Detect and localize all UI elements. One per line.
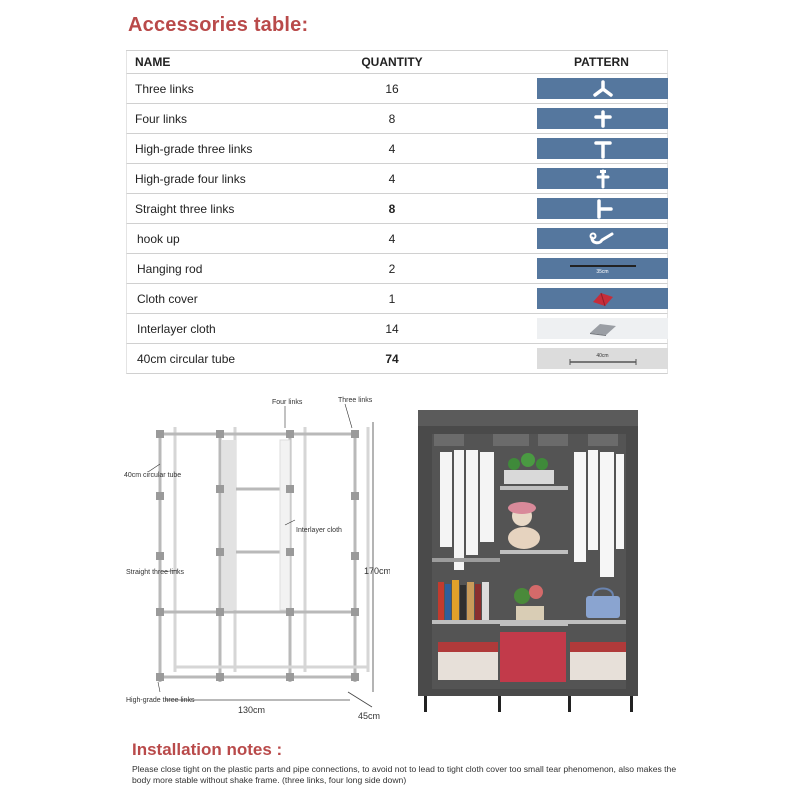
accessories-title: Accessories table: (128, 14, 309, 36)
row-name: hook up (137, 231, 180, 246)
label-straight-three-links: Straight three links (126, 569, 184, 576)
header-name: NAME (135, 55, 171, 69)
table-row: Interlayer cloth 14 (126, 314, 668, 344)
row-name: 40cm circular tube (137, 351, 236, 366)
high-grade-three-links-icon (537, 138, 668, 159)
table-row: High-grade four links 4 (126, 164, 668, 194)
row-name: Straight three links (135, 201, 235, 216)
label-circular-tube: 40cm circular tube (124, 472, 182, 479)
table-row: Hanging rod 2 35cm (126, 254, 668, 284)
row-name: High-grade four links (135, 171, 246, 186)
label-high-grade-three-links: High-grade three links (126, 697, 195, 704)
row-name: Cloth cover (137, 291, 198, 306)
dimension-depth: 45cm (358, 711, 381, 721)
label-four-links: Four links (272, 399, 303, 406)
row-name: High-grade three links (135, 141, 253, 156)
four-links-icon (537, 108, 668, 129)
wardrobe-photo (418, 410, 638, 715)
table-row: hook up 4 (126, 224, 668, 254)
label-interlayer-cloth: Interlayer cloth (296, 527, 342, 534)
installation-notes-text: Please close tight on the plastic parts and pipe connections, to avoid not to lead to tight cloth cover too small tear phenomenon, also makes the body more stable without shake frame. (three links, four long side down) (132, 764, 677, 785)
high-grade-four-links-icon (537, 168, 668, 189)
table-row: Three links 16 (126, 74, 668, 104)
cloth-cover-icon (537, 288, 668, 309)
hanging-rod-label: 35cm (596, 268, 609, 275)
table-row: High-grade three links 4 (126, 134, 668, 164)
table-row: 40cm circular tube 74 40cm (126, 344, 668, 374)
table-header: NAME QUANTITY PATTERN (126, 51, 668, 74)
dimension-height: 170cm (364, 566, 390, 576)
hook-icon (537, 228, 668, 249)
straight-three-links-icon (537, 198, 668, 219)
three-links-icon (537, 78, 668, 99)
row-name: Four links (135, 111, 188, 126)
row-name: Interlayer cloth (137, 321, 216, 336)
header-pattern: PATTERN (574, 55, 629, 69)
circular-tube-icon (537, 348, 668, 369)
frame-diagram (120, 392, 390, 722)
table-row: Straight three links 8 (126, 194, 668, 224)
dimension-width: 130cm (238, 705, 266, 715)
interlayer-cloth-icon (537, 318, 668, 339)
label-three-links: Three links (338, 397, 373, 404)
installation-notes-title: Installation notes : (132, 740, 283, 759)
row-name: Three links (135, 81, 194, 96)
row-name: Hanging rod (137, 261, 203, 276)
table-row: Four links 8 (126, 104, 668, 134)
accessories-table (126, 50, 668, 374)
table-row: Cloth cover 1 (126, 284, 668, 314)
circular-tube-label: 40cm (596, 352, 609, 359)
hanging-rod-icon (537, 258, 668, 279)
